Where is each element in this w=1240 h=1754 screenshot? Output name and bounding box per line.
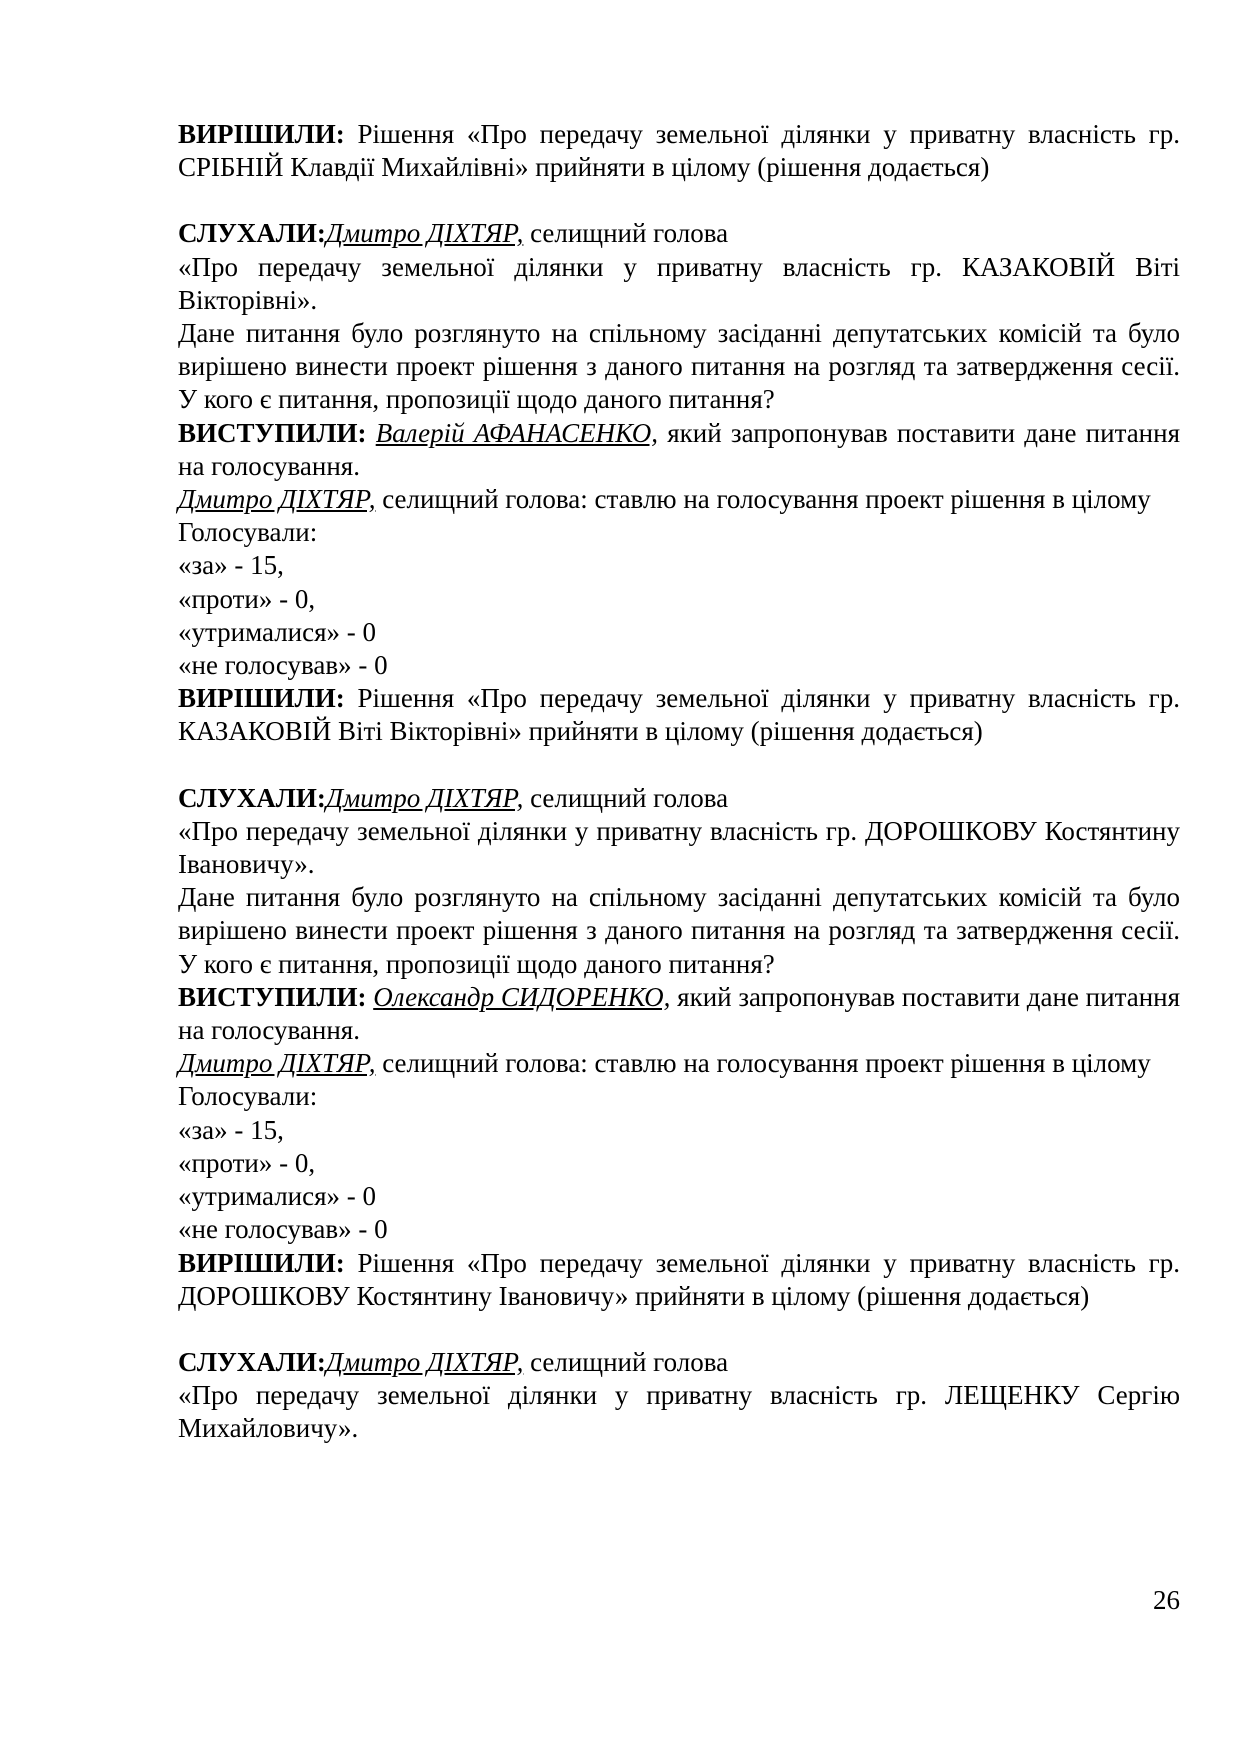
vote-against: «проти» - 0, [178, 583, 316, 614]
section-gap [178, 1313, 1180, 1346]
decision-text: Рішення «Про передачу земельної ділянки у приватну власність гр. КАЗАКОВІЙ Віті Вікторівні» прийняти в цілому (рішення додається) [178, 683, 1180, 747]
resolved-label: ВИРІШИЛИ: [178, 683, 345, 714]
topic-paragraph: «Про передачу земельної ділянки у приватну власність гр. ДОРОШКОВУ Костянтину Івановичу». [178, 815, 1180, 880]
decision-paragraph [178, 1247, 1180, 1313]
section-gap [178, 749, 1180, 782]
spoke-label: ВИСТУПИЛИ: [178, 981, 367, 1012]
vote-call-text: селищний голова: ставлю на голосування проект рішення в цілому [375, 1048, 1151, 1079]
vote-call-paragraph [178, 483, 1180, 516]
discussion-paragraph: Дане питання було розглянуто на спільному засіданні депутатських комісій та було вирішено винести проект рішення з даного питання на розгляд та затвердження сесії. У кого є питання, пропозиції щодо даного питання? [178, 882, 1180, 979]
vote-not-voted: «не голосував» - 0 [178, 1214, 388, 1245]
vote-for: «за» - 15, [178, 550, 284, 581]
vote-not-voted: «не голосував» - 0 [178, 650, 388, 681]
speaker-title: селищний голова [523, 218, 729, 249]
vote-against: «проти» - 0, [178, 1147, 316, 1178]
vote-call-text: селищний голова: ставлю на голосування проект рішення в цілому [375, 484, 1151, 515]
voting-header: Голосували: [178, 517, 318, 548]
heard-label: СЛУХАЛИ: [178, 1346, 326, 1377]
speaker-name: Валерій АФАНАСЕНКО, [375, 417, 659, 448]
resolved-label: ВИРІШИЛИ: [178, 1247, 345, 1278]
vote-abstained: «утрималися» - 0 [178, 616, 377, 647]
heard-paragraph [178, 1346, 1180, 1379]
voting-header: Голосували: [178, 1081, 318, 1112]
topic-paragraph: «Про передачу земельної ділянки у приватну власність гр. ЛЕЩЕНКУ Сергію Михайловичу». [178, 1380, 1180, 1444]
decision-text: Рішення «Про передачу земельної ділянки у приватну власність гр. СРІБНІЙ Клавдії Михайлівні» прийняти в цілому (рішення додається) [178, 119, 1180, 183]
heard-paragraph [178, 782, 1180, 815]
decision-paragraph [178, 118, 1180, 184]
vote-abstained: «утрималися» - 0 [178, 1181, 377, 1212]
resolved-label: ВИРІШИЛИ: [178, 119, 345, 149]
speaker-name: Олександр СИДОРЕНКО, [373, 981, 671, 1012]
decision-text: Рішення «Про передачу земельної ділянки у приватну власність гр. ДОРОШКОВУ Костянтину Івановичу» прийняти в цілому (рішення додається) [178, 1247, 1180, 1311]
section-gap [178, 184, 1180, 217]
discussion-paragraph: Дане питання було розглянуто на спільному засіданні депутатських комісій та було вирішено винести проект рішення з даного питання на розгляд та затвердження сесії. У кого є питання, пропозиції щодо даного питання? [178, 318, 1180, 415]
decision-paragraph [178, 682, 1180, 748]
heard-paragraph [178, 217, 1180, 250]
speaker-name: Дмитро ДІХТЯР, [325, 1346, 524, 1377]
speaker-name: Дмитро ДІХТЯР, [178, 1048, 376, 1079]
speaker-title: селищний голова [523, 1346, 729, 1377]
vote-call-paragraph [178, 1047, 1180, 1080]
speaker-name: Дмитро ДІХТЯР, [325, 218, 524, 249]
speaker-name: Дмитро ДІХТЯР, [178, 484, 376, 515]
vote-for: «за» - 15, [178, 1114, 284, 1145]
heard-label: СЛУХАЛИ: [178, 782, 326, 813]
speaker-title: селищний голова [523, 782, 729, 813]
page-number: 26 [1153, 1585, 1180, 1615]
speaker-name: Дмитро ДІХТЯР, [325, 782, 524, 813]
proposal-text: який запропонував поставити дане питання на голосування. [178, 981, 1181, 1046]
proposal-text: який запропонував поставити дане питання на голосування. [178, 417, 1181, 481]
protocol-content [178, 118, 1180, 1446]
spoke-label: ВИСТУПИЛИ: [178, 417, 367, 448]
topic-paragraph: «Про передачу земельної ділянки у приватну власність гр. КАЗАКОВІЙ Віті Вікторівні». [178, 251, 1180, 315]
spoke-paragraph [178, 981, 1180, 1047]
spoke-paragraph [178, 417, 1180, 483]
heard-label: СЛУХАЛИ: [178, 218, 326, 249]
